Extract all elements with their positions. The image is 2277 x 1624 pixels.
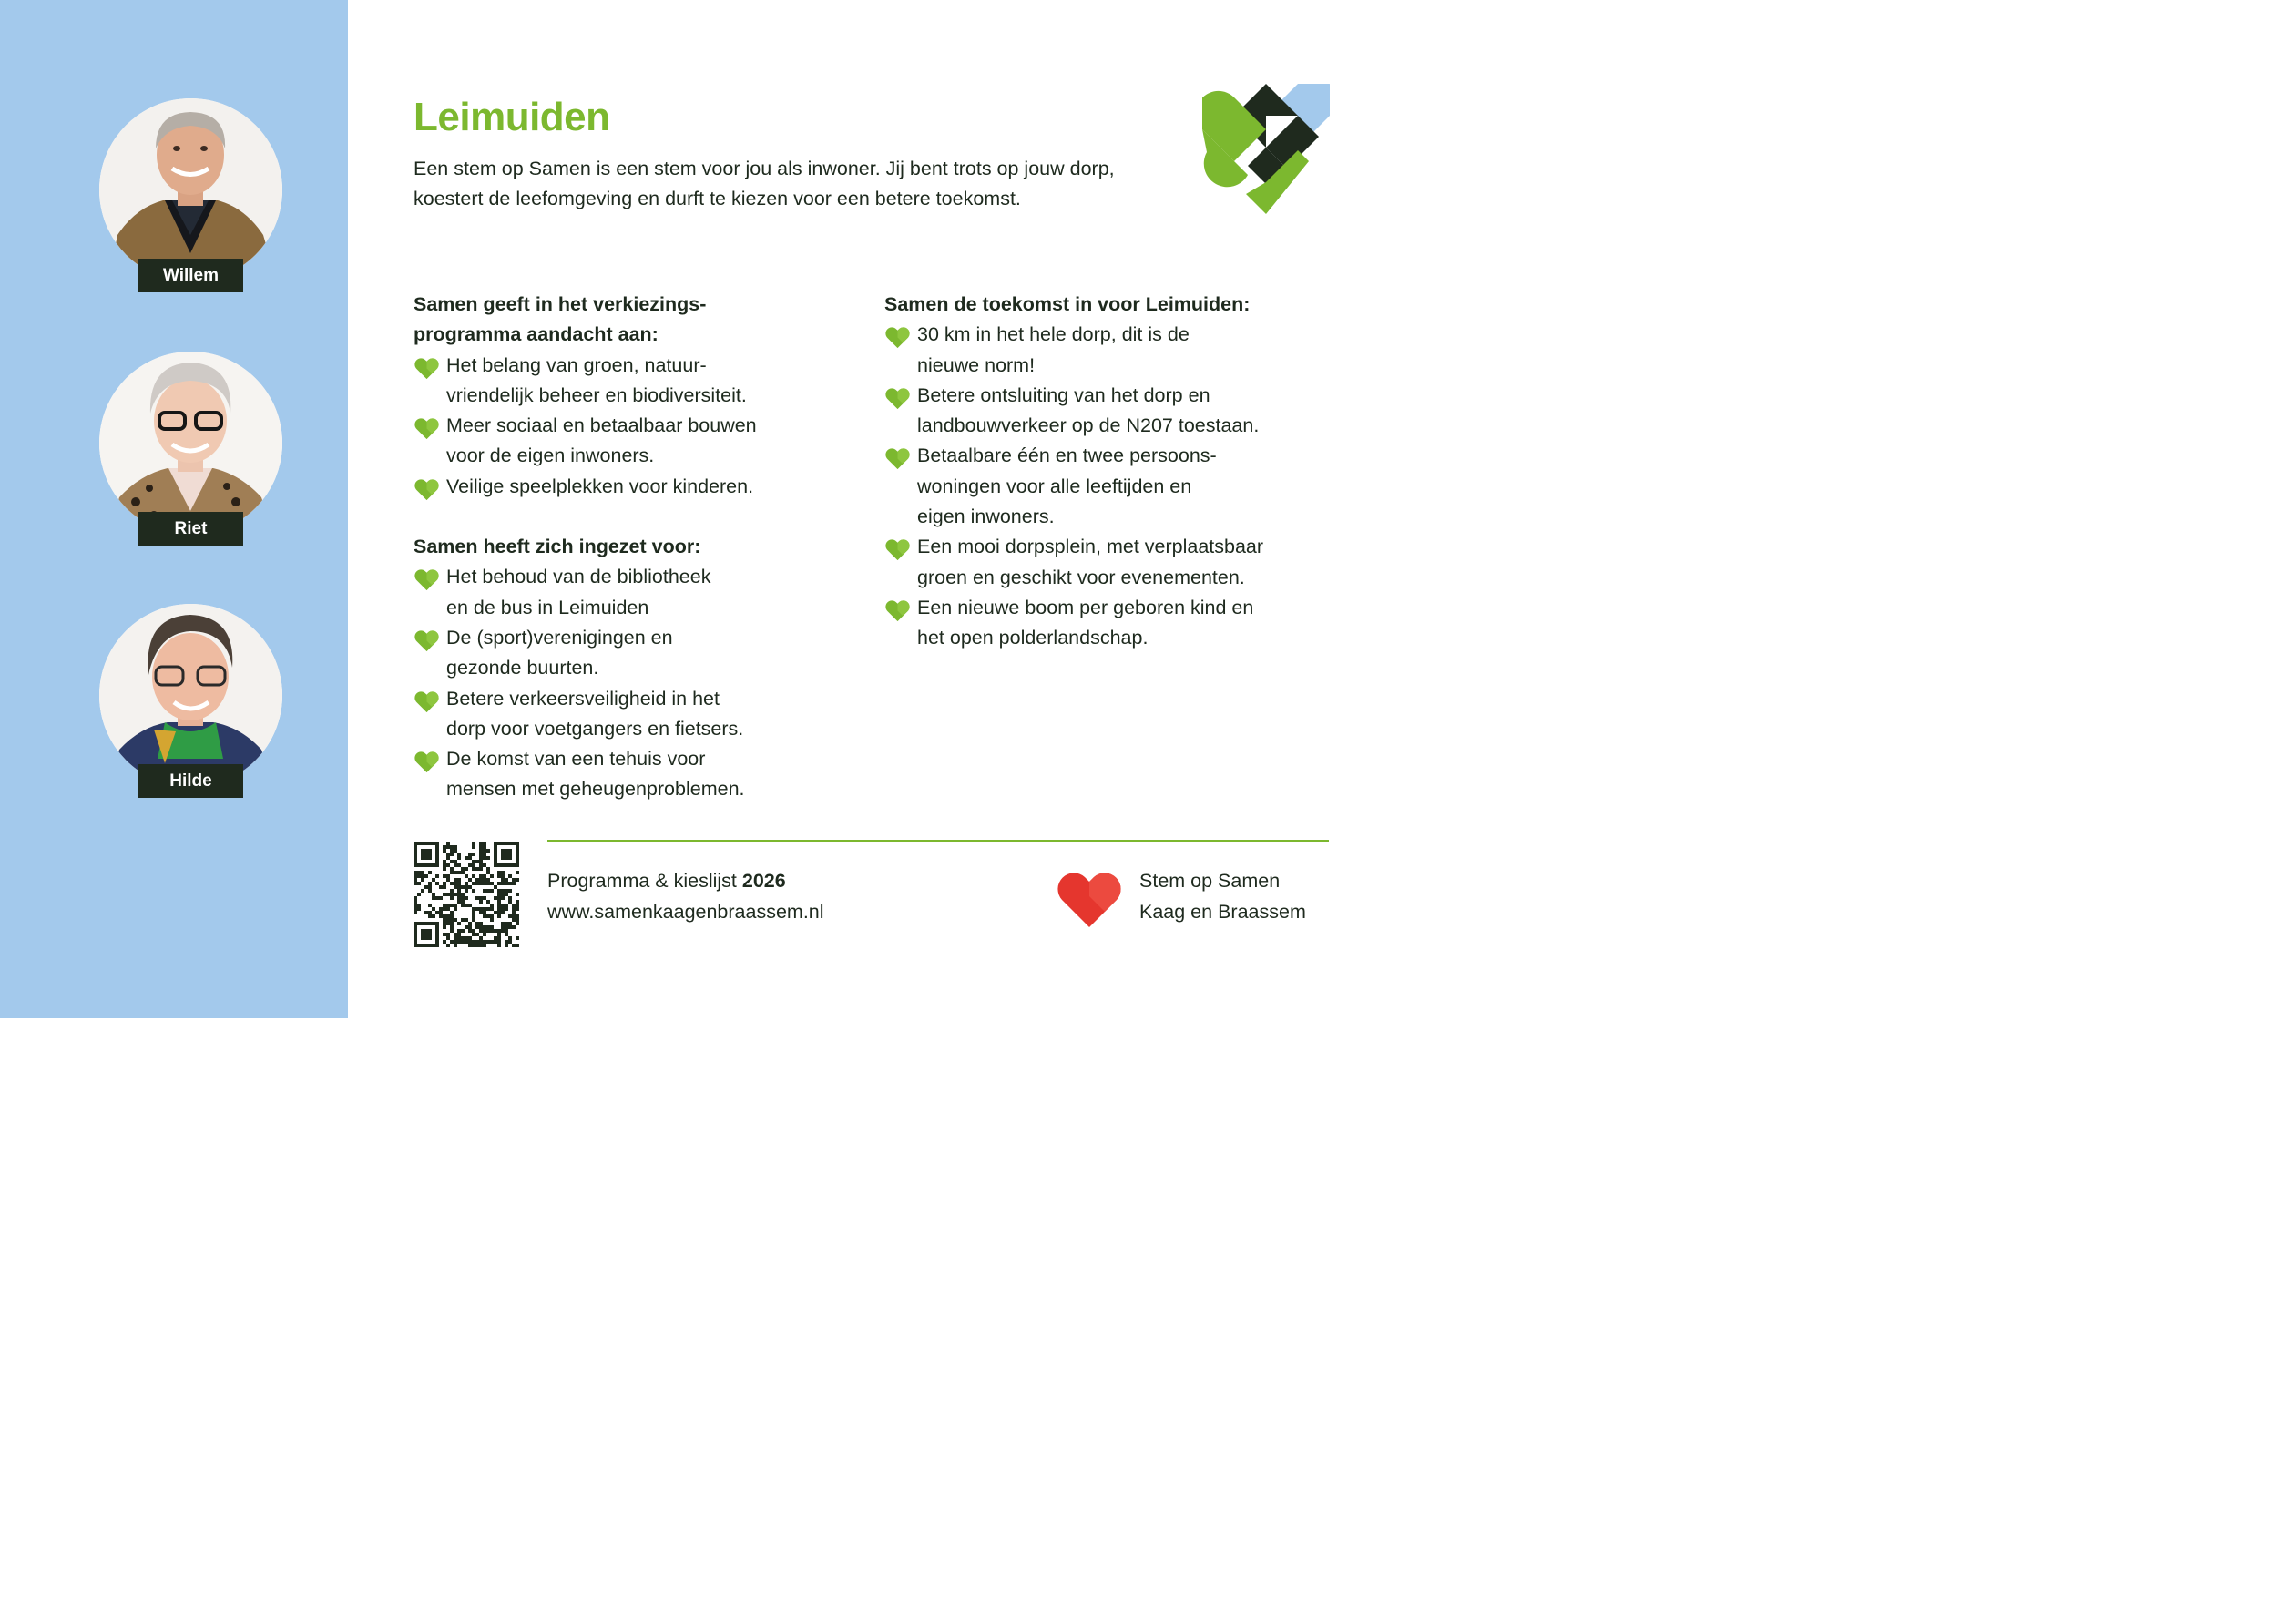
website-link[interactable]: www.samenkaagenbraassem.nl: [547, 900, 824, 923]
green-heart-icon: [884, 324, 911, 351]
list-item: 30 km in het hele dorp, dit is de nieuwe norm!: [884, 320, 1340, 381]
list-item: Betaalbare één en twee persoons- woningen voor alle leeftijden en eigen inwoners.: [884, 441, 1340, 532]
intro-text: Een stem op Samen is een stem voor jou als inwoner. Jij bent trots op jouw dorp, koestert de leefomgeving en durft te kiezen voor een betere toekomst.: [414, 158, 1115, 209]
achievements-list: [414, 562, 832, 804]
candidate-portrait: [99, 604, 282, 787]
candidate-name: Hilde: [138, 764, 243, 798]
green-heart-icon: [884, 598, 911, 624]
section-heading: Samen geeft in het verkiezings- programma aandacht aan:: [414, 293, 707, 346]
green-heart-icon: [884, 536, 911, 563]
green-heart-icon: [884, 385, 911, 412]
green-heart-icon: [414, 628, 440, 654]
list-item: De (sport)verenigingen en gezonde buurten.: [414, 623, 832, 684]
candidate-riet: [99, 352, 282, 547]
list-item: Betere ontsluiting van het dorp en landbouwverkeer op de N207 toestaan.: [884, 381, 1340, 442]
candidate-name: Riet: [138, 512, 243, 546]
candidate-willem: [99, 98, 282, 294]
list-item: Veilige speelplekken voor kinderen.: [414, 472, 832, 502]
list-item: Het belang van groen, natuur- vriendelijk beheer en biodiversiteit.: [414, 351, 832, 412]
list-item: Betere verkeersveiligheid in het dorp voor voetgangers en fietsers.: [414, 684, 832, 745]
left-column: [414, 290, 832, 805]
candidate-hilde: [99, 604, 282, 800]
list-item: De komst van een tehuis voor mensen met geheugenproblemen.: [414, 744, 832, 805]
candidate-portrait: [99, 352, 282, 535]
page-title: Leimuiden: [414, 95, 610, 139]
green-heart-icon: [414, 476, 440, 503]
sidebar: [0, 0, 348, 1018]
candidate-portrait: [99, 98, 282, 281]
section-heading: Samen de toekomst in voor Leimuiden:: [884, 293, 1251, 315]
red-heart-logo: [1057, 863, 1121, 929]
right-column: [884, 290, 1340, 654]
samen-heart-logo: [1202, 84, 1330, 214]
list-item: Het behoud van de bibliotheek en de bus in Leimuiden: [414, 562, 832, 623]
green-heart-icon: [414, 749, 440, 775]
list-item: Een mooi dorpsplein, met verplaatsbaar groen en geschikt voor evenementen.: [884, 532, 1340, 593]
green-heart-icon: [414, 689, 440, 715]
footer-divider: [547, 840, 1329, 842]
green-heart-icon: [414, 355, 440, 382]
green-heart-icon: [884, 445, 911, 472]
list-item: Meer sociaal en betaalbaar bouwen voor de eigen inwoners.: [414, 411, 832, 472]
candidate-name: Willem: [138, 259, 243, 292]
list-item: Een nieuwe boom per geboren kind en het open polderlandschap.: [884, 593, 1340, 654]
program-info: Programma & kieslijst 2026 www.samenkaagenbraassem.nl: [547, 866, 824, 927]
future-list: [884, 320, 1340, 653]
brand-name: Stem op Samen Kaag en Braassem: [1139, 870, 1306, 923]
green-heart-icon: [414, 567, 440, 593]
green-heart-icon: [414, 415, 440, 442]
qr-code[interactable]: [414, 842, 519, 947]
attention-list: [414, 351, 832, 502]
section-heading: Samen heeft zich ingezet voor:: [414, 536, 701, 558]
